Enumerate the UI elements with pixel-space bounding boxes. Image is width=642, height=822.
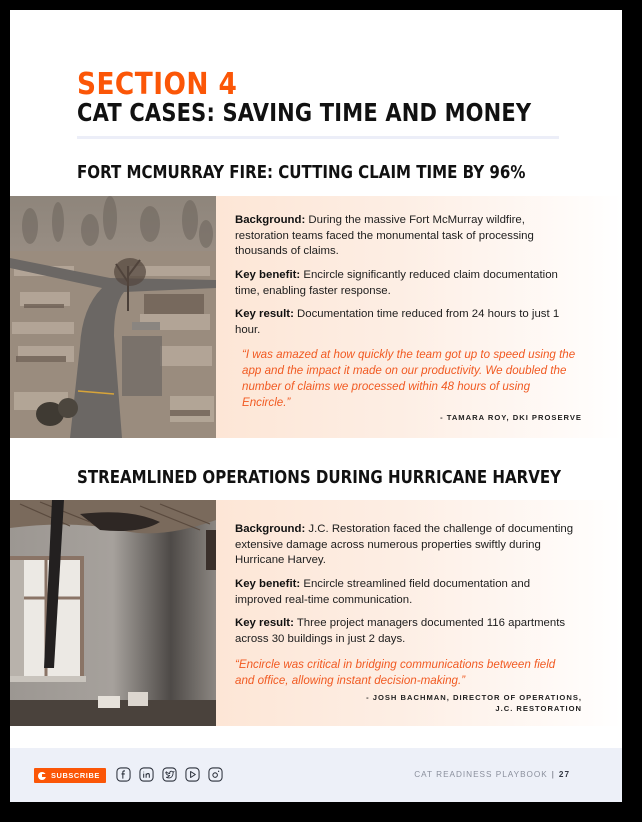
key-result-label: Key result: xyxy=(235,308,294,320)
case-details-panel xyxy=(216,196,622,438)
footer-publication xyxy=(414,769,570,781)
footer-separator: | xyxy=(551,770,555,779)
key-benefit-paragraph xyxy=(235,577,575,608)
wildfire-photo xyxy=(10,196,216,438)
testimonial-attribution xyxy=(440,412,582,423)
key-result-paragraph xyxy=(235,616,575,647)
background-text: During the massive Fort McMurray wildfire, restoration teams faced the monumental task of processing thousands of claims. xyxy=(235,214,534,258)
case-title-fort-mcmurray: FORT MCMURRAY FIRE: CUTTING CLAIM TIME BY 96% xyxy=(77,163,526,183)
background-label: Background: xyxy=(235,523,306,535)
encircle-logo-icon xyxy=(38,772,46,780)
key-benefit-text: Encircle streamlined field documentation and improved real-time communication. xyxy=(235,578,531,606)
publication-title: CAT READINESS PLAYBOOK xyxy=(414,770,548,779)
instagram-icon[interactable] xyxy=(208,767,223,782)
twitter-icon[interactable] xyxy=(162,767,177,782)
key-benefit-label: Key benefit: xyxy=(235,578,301,590)
key-result-text: Three project managers documented 116 apartments across 30 buildings in just 2 days. xyxy=(235,617,566,645)
key-benefit-paragraph xyxy=(235,268,575,299)
page-footer xyxy=(10,748,622,802)
flood-damage-photo xyxy=(10,500,216,726)
testimonial-quote: “I was amazed at how quickly the team got up to speed using the app and the impact it made on our productivity. We doubled the number of claims we processed within 48 hours of using Encircle.” xyxy=(242,348,576,409)
background-label: Background: xyxy=(235,214,306,226)
case-block-hurricane-harvey xyxy=(10,500,622,726)
page-number: 27 xyxy=(558,770,570,779)
case-title-hurricane-harvey: STREAMLINED OPERATIONS DURING HURRICANE HARVEY xyxy=(77,468,562,488)
document-page xyxy=(10,10,622,802)
section-title: CAT CASES: SAVING TIME AND MONEY xyxy=(77,98,532,127)
case-block-fort-mcmurray xyxy=(10,196,622,438)
attribution-line-2: J.C. RESTORATION xyxy=(495,704,582,713)
title-divider xyxy=(77,136,559,139)
youtube-icon[interactable] xyxy=(185,767,200,782)
facebook-icon[interactable] xyxy=(116,767,131,782)
key-benefit-text: Encircle significantly reduced claim documentation time, enabling faster response. xyxy=(235,269,558,297)
attribution-line: - TAMARA ROY, DKI PROSERVE xyxy=(440,413,582,422)
subscribe-button[interactable] xyxy=(34,768,106,783)
section-label: SECTION 4 xyxy=(77,67,238,102)
key-result-paragraph xyxy=(235,307,575,338)
subscribe-label: SUBSCRIBE xyxy=(51,771,100,780)
testimonial-quote: “Encircle was critical in bridging communications between field and office, allowing instant decision-making.” xyxy=(235,658,556,687)
background-paragraph xyxy=(235,213,575,260)
testimonial-attribution xyxy=(366,692,582,714)
background-text: J.C. Restoration faced the challenge of documenting extensive damage across numerous properties swiftly during Hurricane Harvey. xyxy=(235,523,574,567)
key-result-label: Key result: xyxy=(235,617,294,629)
linkedin-icon[interactable] xyxy=(139,767,154,782)
key-benefit-label: Key benefit: xyxy=(235,269,301,281)
key-result-text: Documentation time reduced from 24 hours to just 1 hour. xyxy=(235,308,560,336)
case-details-panel xyxy=(216,500,622,726)
background-paragraph xyxy=(235,522,575,569)
attribution-line-1: - JOSH BACHMAN, DIRECTOR OF OPERATIONS, xyxy=(366,693,582,702)
